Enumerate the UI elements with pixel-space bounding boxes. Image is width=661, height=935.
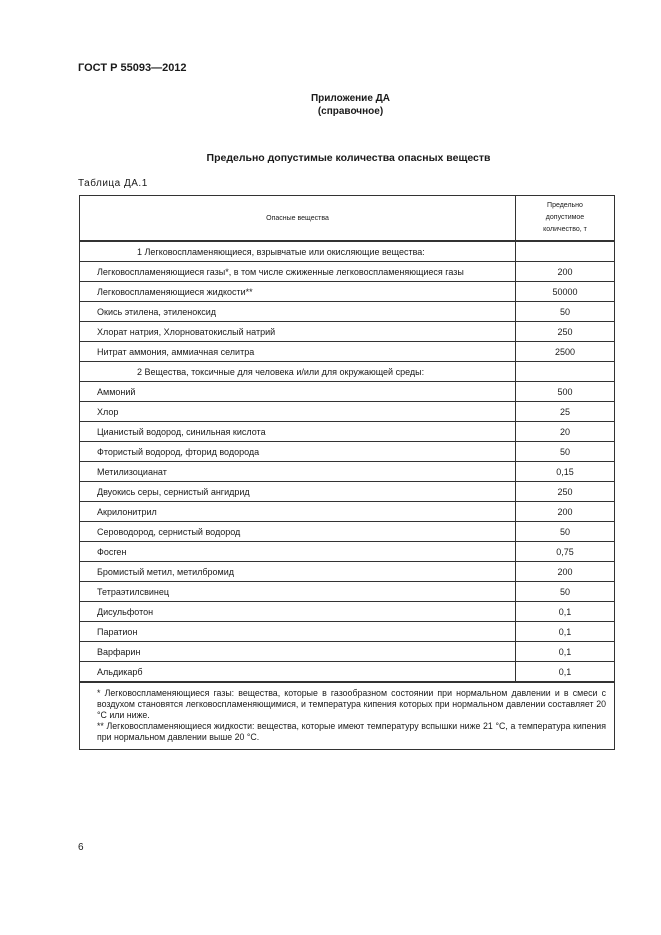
max-quantity-cell: 50 [516,522,615,542]
table-row [80,402,615,422]
max-quantity-cell: 250 [516,482,615,502]
table-row [80,282,615,302]
max-quantity-cell: 0,1 [516,662,615,683]
substance-name-cell: Аммоний [80,382,516,402]
table-row [80,482,615,502]
column-header-line: Предельно [547,202,583,209]
table-row [80,422,615,442]
max-quantity-cell: 0,1 [516,642,615,662]
substance-name-cell: Хлор [80,402,516,422]
table-row [80,542,615,562]
section-heading-cell: 1 Легковоспламеняющиеся, взрывчатые или окисляющие вещества: [80,241,516,262]
max-quantity-cell: 20 [516,422,615,442]
table-section-row [80,241,615,262]
column-header-line: количество, т [543,226,587,233]
max-quantity-cell: 50 [516,302,615,322]
table-row [80,522,615,542]
table-row [80,662,615,683]
max-quantity-cell: 0,15 [516,462,615,482]
max-quantity-cell: 200 [516,502,615,522]
max-quantity-cell: 50 [516,442,615,462]
table-row [80,262,615,282]
table-row [80,302,615,322]
max-quantity-cell [516,362,615,382]
table-row [80,442,615,462]
section-heading-cell: 2 Вещества, токсичные для человека и/или для окружающей среды: [80,362,516,382]
substance-name-cell: Двуокись серы, сернистый ангидрид [80,482,516,502]
max-quantity-cell: 500 [516,382,615,402]
max-quantity-cell [516,241,615,262]
table-row [80,582,615,602]
substance-name-cell: Легковоспламеняющиеся газы*, в том числе сжиженные легковоспламеняющиеся газы [80,262,516,282]
max-quantity-cell: 50000 [516,282,615,302]
max-quantity-cell: 25 [516,402,615,422]
substance-name-cell: Дисульфотон [80,602,516,622]
table-label: Таблица ДА.1 [78,178,148,189]
annex-subtitle: (справочное) [317,106,384,117]
substance-name-cell: Нитрат аммония, аммиачная селитра [80,342,516,362]
substance-name-cell: Хлорат натрия, Хлорноватокислый натрий [80,322,516,342]
max-quantity-cell: 50 [516,582,615,602]
column-header-substances: Опасные вещества [80,196,516,242]
max-quantity-cell: 200 [516,262,615,282]
document-code: ГОСТ Р 55093—2012 [78,62,187,74]
substance-name-cell: Акрилонитрил [80,502,516,522]
max-quantity-cell: 0,1 [516,602,615,622]
table-section-row [80,362,615,382]
footnote: * Легковоспламеняющиеся газы: вещества, которые в газообразном состоянии при нормальном давлении и в смеси с воздухом становятся легковоспламеняющимися, и температура кипения которых при нормальном давлении составляет 20 °С или ниже. [97,688,606,720]
substance-name-cell: Цианистый водород, синильная кислота [80,422,516,442]
max-quantity-cell: 200 [516,562,615,582]
annex-title: Приложение ДА [310,93,391,104]
substance-name-cell: Фтористый водород, фторид водорода [80,442,516,462]
substance-name-cell: Сероводород, сернистый водород [80,522,516,542]
substance-name-cell: Легковоспламеняющиеся жидкости** [80,282,516,302]
table-row [80,562,615,582]
table-footnotes [80,682,615,750]
table-row [80,622,615,642]
substance-name-cell: Тетраэтилсвинец [80,582,516,602]
max-quantity-cell: 0,1 [516,622,615,642]
substance-name-cell: Бромистый метил, метилбромид [80,562,516,582]
footnote: ** Легковоспламеняющиеся жидкости: вещества, которые имеют температуру вспышки ниже 21 °С, а температура кипения при нормальном давлении выше 20 °С. [97,721,606,742]
substance-name-cell: Метилизоцианат [80,462,516,482]
max-quantity-cell: 0,75 [516,542,615,562]
page-title: Предельно допустимые количества опасных веществ [206,152,491,164]
substance-name-cell: Варфарин [80,642,516,662]
substance-name-cell: Окись этилена, этиленоксид [80,302,516,322]
annex-heading [0,92,661,118]
table-row [80,602,615,622]
table-row [80,462,615,482]
table-row [80,342,615,362]
max-quantity-cell: 2500 [516,342,615,362]
table-row [80,502,615,522]
hazardous-substances-table [79,195,615,750]
substance-name-cell: Фосген [80,542,516,562]
table-row [80,382,615,402]
substance-name-cell: Альдикарб [80,662,516,683]
page-number: 6 [78,842,84,853]
table-header-row [80,196,615,242]
table-row [80,642,615,662]
column-header-line: допустимое [545,214,585,221]
table-row [80,322,615,342]
column-header-max-quantity [516,196,615,242]
max-quantity-cell: 250 [516,322,615,342]
substance-name-cell: Паратион [80,622,516,642]
table-footnotes-row [80,682,615,750]
